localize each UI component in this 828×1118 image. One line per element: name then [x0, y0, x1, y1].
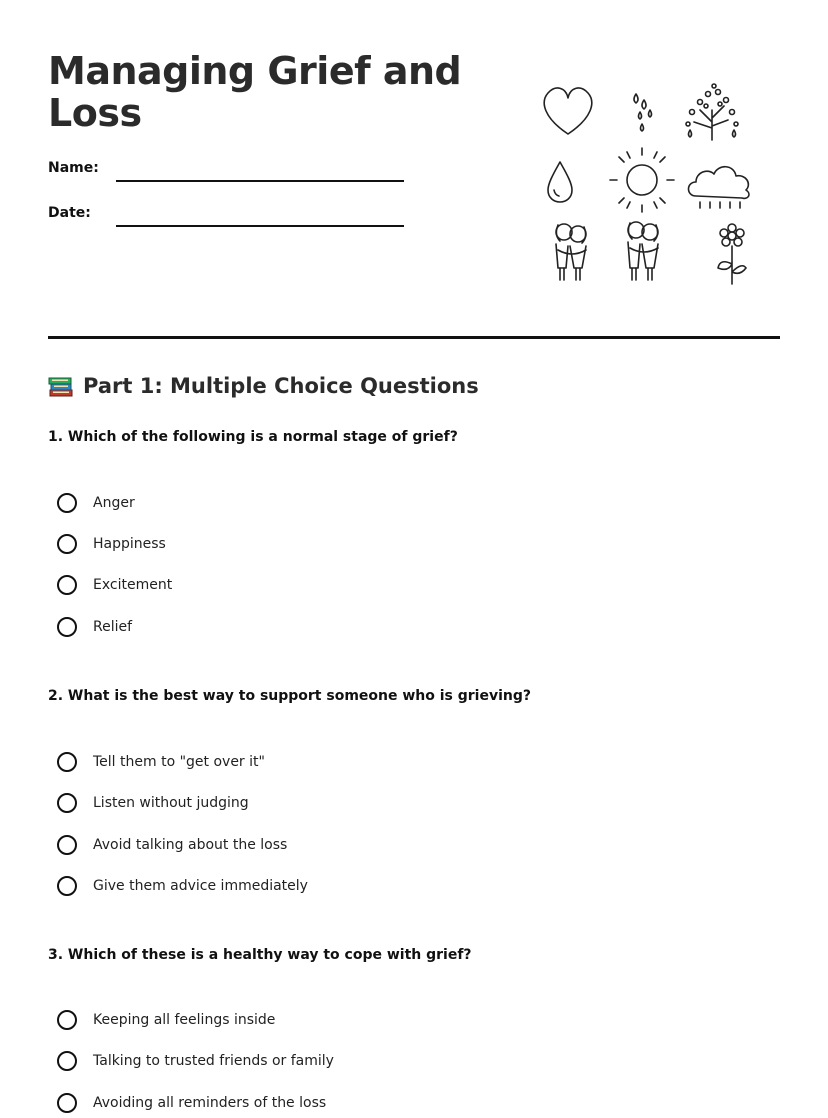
worksheet-title: Managing Grief and Loss	[48, 49, 462, 135]
q2-option-avoid-talking[interactable]	[57, 832, 287, 858]
radio-button[interactable]	[57, 876, 77, 896]
option-label: Keeping all feelings inside	[93, 1012, 276, 1028]
name-field-line[interactable]	[116, 180, 404, 182]
heart-icon	[544, 88, 591, 134]
option-label: Avoid talking about the loss	[93, 837, 288, 853]
radio-button[interactable]	[57, 793, 77, 813]
q1-option-relief[interactable]	[57, 614, 132, 640]
raindrops-icon	[634, 94, 652, 131]
q3-option-keep-inside[interactable]	[57, 1007, 275, 1033]
q3-option-talk-to-friends[interactable]	[57, 1048, 334, 1074]
option-label: Give them advice immediately	[93, 878, 308, 894]
q2-option-listen[interactable]	[57, 790, 249, 816]
name-label: Name:	[48, 160, 99, 176]
q1-option-anger[interactable]	[57, 490, 135, 516]
q2-option-get-over-it[interactable]	[57, 749, 265, 775]
option-label: Anger	[93, 495, 135, 511]
date-field-line[interactable]	[116, 225, 404, 227]
part1-title: Part 1: Multiple Choice Questions	[83, 374, 479, 398]
radio-button[interactable]	[57, 534, 77, 554]
part1-heading	[48, 374, 479, 398]
date-label: Date:	[48, 205, 91, 221]
radio-button[interactable]	[57, 1093, 77, 1113]
question-3: 3. Which of these is a healthy way to cope with grief?	[48, 947, 472, 963]
radio-button[interactable]	[57, 1010, 77, 1030]
q3-option-avoid-reminders[interactable]	[57, 1090, 326, 1116]
radio-button[interactable]	[57, 493, 77, 513]
books-icon	[48, 374, 74, 398]
radio-button[interactable]	[57, 1051, 77, 1071]
radio-button[interactable]	[57, 752, 77, 772]
flower-icon	[718, 224, 746, 284]
radio-button[interactable]	[57, 575, 77, 595]
q1-option-excitement[interactable]	[57, 572, 172, 598]
option-label: Tell them to "get over it"	[93, 754, 265, 770]
sun-icon	[610, 148, 674, 212]
option-label: Listen without judging	[93, 795, 249, 811]
rain-cloud-icon	[689, 167, 749, 208]
hugging-children-icon	[556, 224, 586, 280]
tree-icon	[686, 84, 738, 140]
option-label: Excitement	[93, 577, 173, 593]
option-label: Avoiding all reminders of the loss	[93, 1095, 327, 1111]
teardrop-icon	[548, 162, 572, 202]
section-divider	[48, 336, 780, 339]
grief-clipart	[530, 80, 770, 295]
question-1: 1. Which of the following is a normal stage of grief?	[48, 429, 458, 445]
option-label: Happiness	[93, 536, 166, 552]
hugging-children-icon	[628, 222, 658, 280]
option-label: Relief	[93, 619, 133, 635]
radio-button[interactable]	[57, 835, 77, 855]
q1-option-happiness[interactable]	[57, 531, 166, 557]
radio-button[interactable]	[57, 617, 77, 637]
question-2: 2. What is the best way to support someone who is grieving?	[48, 688, 532, 704]
option-label: Talking to trusted friends or family	[93, 1053, 334, 1069]
q2-option-give-advice[interactable]	[57, 873, 308, 899]
